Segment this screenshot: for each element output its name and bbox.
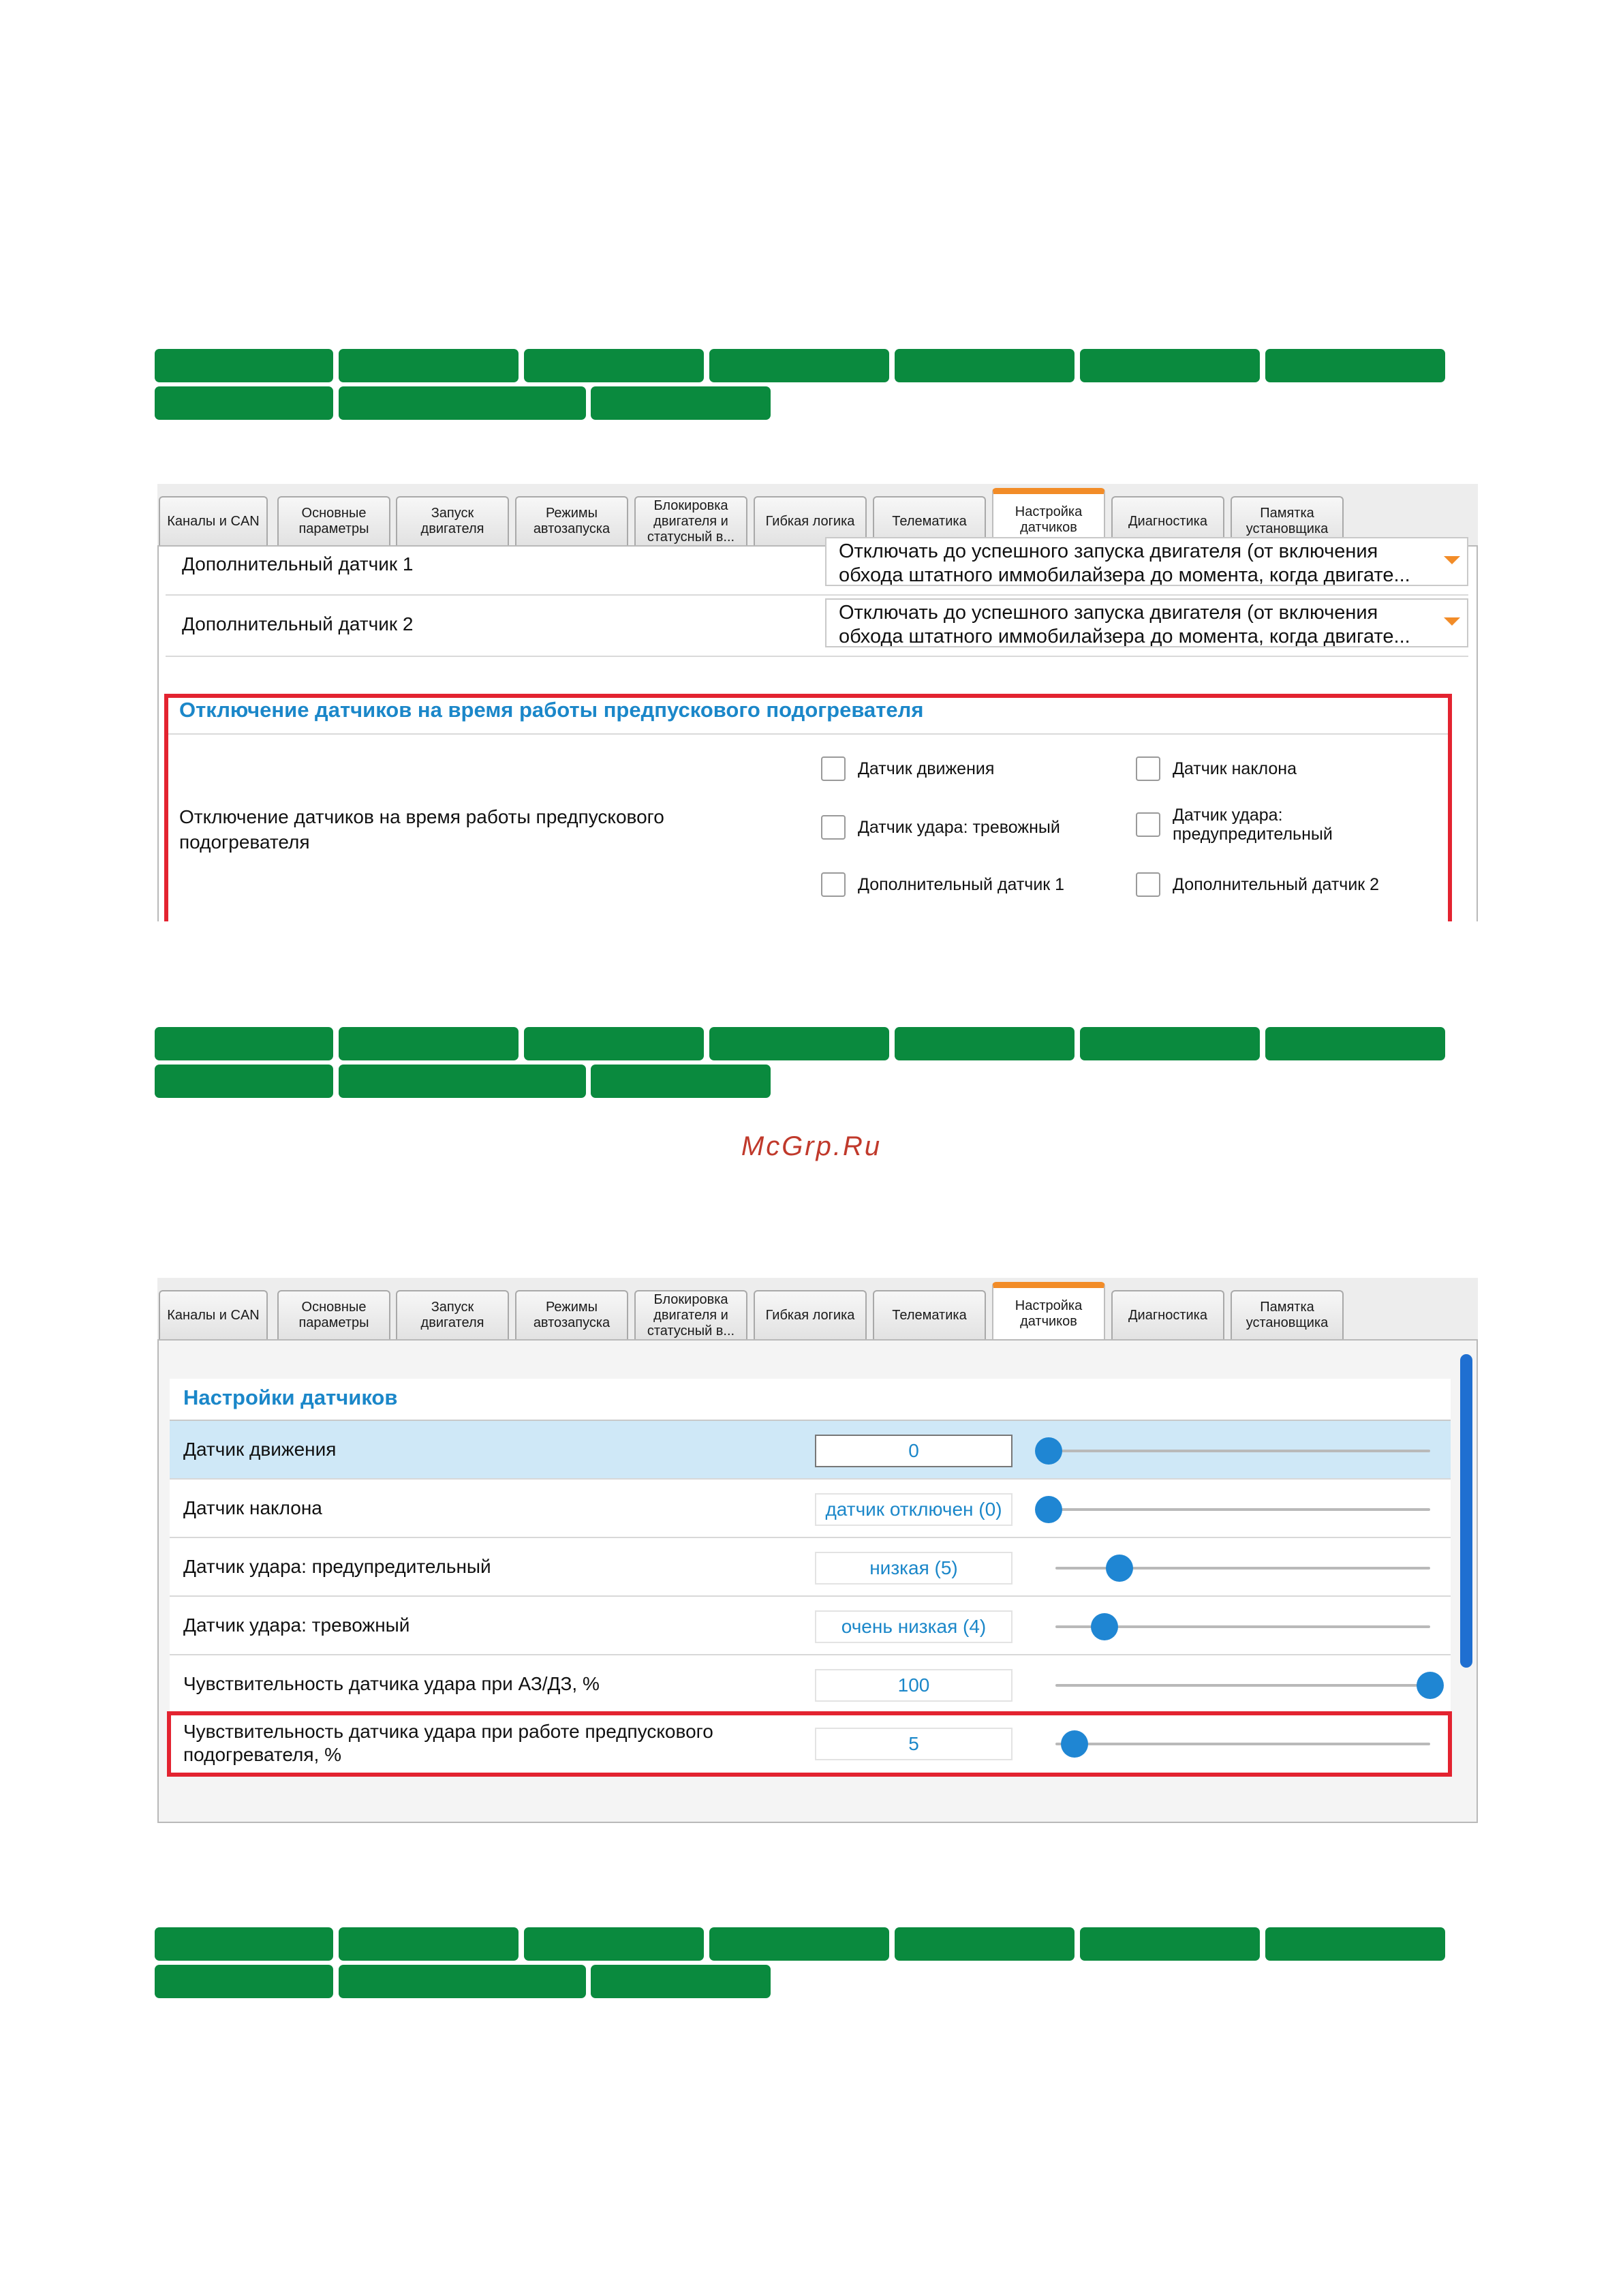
- checkbox-label: [1173, 806, 1333, 844]
- checkbox-extra-sensor-1[interactable]: [821, 872, 1064, 897]
- slider-handle[interactable]: [1106, 1555, 1133, 1582]
- section-label-line-2: подогревателя: [179, 831, 310, 853]
- row-label: Датчик движения: [183, 1439, 337, 1460]
- sensor-row-shock-warning[interactable]: [170, 1538, 1451, 1597]
- highlight-frame: [167, 1711, 1452, 1777]
- chevron-down-icon: [1444, 617, 1460, 626]
- tab-engine-start[interactable]: Запуск двигателя: [396, 496, 509, 545]
- green-bar: [339, 1965, 586, 1998]
- slider-handle[interactable]: [1035, 1437, 1062, 1465]
- row-label: Дополнительный датчик 1: [182, 553, 414, 575]
- checkbox-tilt-sensor[interactable]: [1136, 756, 1297, 781]
- checkbox[interactable]: [1136, 756, 1160, 781]
- green-bar: [1080, 1027, 1260, 1060]
- shock-sensitivity-az-value-field[interactable]: 100: [815, 1669, 1013, 1702]
- extra-sensor-1-dropdown[interactable]: [825, 537, 1468, 586]
- section-label-line-1: Отключение датчиков на время работы предпускового: [179, 806, 664, 827]
- green-bar: [591, 1965, 771, 1998]
- tab-flex-logic[interactable]: Гибкая логика: [754, 1290, 867, 1339]
- settings-panel: [157, 1339, 1478, 1823]
- tab-sensor-settings[interactable]: Настройка датчиков: [992, 488, 1105, 545]
- shock-warning-value-field[interactable]: низкая (5): [815, 1552, 1013, 1585]
- green-bar: [524, 1927, 704, 1961]
- tab-engine-lock[interactable]: Блокировка двигателя и статусный в...: [634, 1290, 747, 1339]
- tab-flex-logic[interactable]: Гибкая логика: [754, 496, 867, 545]
- dropdown-value-line-2: обхода штатного иммобилайзера до момента, когда двигате...: [839, 564, 1410, 586]
- green-bar: [339, 386, 586, 420]
- slider-handle[interactable]: [1091, 1613, 1118, 1640]
- settings-panel: [157, 540, 1478, 921]
- checkbox-label: Дополнительный датчик 1: [858, 875, 1065, 894]
- checkbox-motion-sensor[interactable]: [821, 756, 994, 781]
- tab-channels-can[interactable]: Каналы и CAN: [159, 496, 268, 545]
- green-bar: [339, 1027, 519, 1060]
- tab-autostart-modes[interactable]: Режимы автозапуска: [515, 496, 628, 545]
- dropdown-value-line-1: Отключать до успешного запуска двигателя (от включения: [839, 540, 1378, 562]
- row-label: Датчик наклона: [183, 1497, 322, 1518]
- section-header: [170, 1379, 1451, 1421]
- tab-bar: [157, 1278, 1478, 1339]
- row-label-line-1: Чувствительность датчика удара при работе предпускового: [183, 1721, 713, 1742]
- tab-autostart-modes[interactable]: Режимы автозапуска: [515, 1290, 628, 1339]
- shock-alarm-value-field[interactable]: очень низкая (4): [815, 1610, 1013, 1643]
- checkbox-label-line-2: предупредительный: [1173, 825, 1333, 844]
- green-bar: [155, 1027, 333, 1060]
- sensor-row-tilt[interactable]: [170, 1480, 1451, 1538]
- shock-alarm-slider[interactable]: [1055, 1625, 1430, 1628]
- watermark: McGrp.Ru: [741, 1131, 882, 1161]
- checkbox-label: Дополнительный датчик 2: [1173, 875, 1380, 894]
- green-bar: [1080, 1927, 1260, 1961]
- checkbox[interactable]: [1136, 812, 1160, 837]
- section-divider: [168, 733, 1448, 735]
- green-bar: [524, 1027, 704, 1060]
- row-label: Датчик удара: предупредительный: [183, 1556, 491, 1577]
- row-label: Дополнительный датчик 2: [182, 613, 414, 634]
- green-bar: [155, 386, 333, 420]
- tilt-sensor-slider[interactable]: [1049, 1508, 1430, 1511]
- section-title: Отключение датчиков на время работы предпускового подогревателя: [179, 698, 924, 722]
- row-label-line-2: подогревателя, %: [183, 1744, 342, 1765]
- tab-diagnostics[interactable]: Диагностика: [1111, 1290, 1224, 1339]
- setting-row-extra-sensor-1: [166, 540, 1468, 596]
- row-label: Чувствительность датчика удара при АЗ/ДЗ, %: [183, 1673, 600, 1694]
- green-bar: [591, 386, 771, 420]
- checkbox-extra-sensor-2[interactable]: [1136, 872, 1379, 897]
- motion-sensor-value-field[interactable]: 0: [815, 1435, 1013, 1467]
- checkbox-label: Датчик наклона: [1173, 759, 1297, 778]
- slider-handle[interactable]: [1417, 1672, 1444, 1699]
- tab-telematics[interactable]: Телематика: [873, 1290, 986, 1339]
- extra-sensor-2-dropdown[interactable]: [825, 598, 1468, 647]
- green-bar: [339, 1927, 519, 1961]
- tab-bar: [157, 484, 1478, 545]
- motion-sensor-slider[interactable]: [1049, 1450, 1430, 1452]
- tab-engine-lock[interactable]: Блокировка двигателя и статусный в...: [634, 496, 747, 545]
- green-bar: [1265, 1027, 1445, 1060]
- green-bar: [591, 1065, 771, 1098]
- highlight-frame: [164, 694, 1452, 921]
- checkbox-label-line-1: Датчик удара:: [1173, 806, 1283, 825]
- tab-telematics[interactable]: Телематика: [873, 496, 986, 545]
- tab-installer-notes[interactable]: Памятка установщика: [1231, 496, 1344, 545]
- checkbox[interactable]: [821, 872, 846, 897]
- section-label: [179, 804, 664, 855]
- green-bar: [709, 1927, 889, 1961]
- green-bar: [155, 1065, 333, 1098]
- sensor-settings-window-1: [157, 484, 1478, 921]
- tab-installer-notes[interactable]: Памятка установщика: [1231, 1290, 1344, 1339]
- row-label: Датчик удара: тревожный: [183, 1614, 410, 1636]
- tab-basic-params[interactable]: Основные параметры: [277, 1290, 390, 1339]
- dropdown-value-line-1: Отключать до успешного запуска двигателя (от включения: [839, 602, 1378, 624]
- shock-sensitivity-heater-value-field[interactable]: 5: [815, 1728, 1013, 1760]
- green-bar: [895, 349, 1075, 382]
- checkbox-shock-warning[interactable]: [1136, 806, 1333, 844]
- tilt-sensor-value-field[interactable]: датчик отключен (0): [815, 1493, 1013, 1526]
- checkbox-shock-alarm[interactable]: [821, 815, 1060, 840]
- green-bar: [895, 1027, 1075, 1060]
- green-bar: [339, 1065, 586, 1098]
- green-bar: [155, 1965, 333, 1998]
- green-bar: [1080, 349, 1260, 382]
- sensor-row-shock-sensitivity-az[interactable]: [170, 1655, 1451, 1714]
- sensor-row-shock-alarm[interactable]: [170, 1597, 1451, 1655]
- shock-sensitivity-az-slider[interactable]: [1055, 1684, 1430, 1687]
- tab-sensor-settings[interactable]: Настройка датчиков: [992, 1282, 1105, 1339]
- green-bar: [709, 1027, 889, 1060]
- setting-row-extra-sensor-2: [166, 596, 1468, 657]
- tab-basic-params[interactable]: Основные параметры: [277, 496, 390, 545]
- green-bar: [895, 1927, 1075, 1961]
- slider-handle[interactable]: [1035, 1496, 1062, 1523]
- tab-channels-can[interactable]: Каналы и CAN: [159, 1290, 268, 1339]
- scrollbar[interactable]: [1460, 1354, 1472, 1668]
- green-bar: [1265, 1927, 1445, 1961]
- checkbox[interactable]: [821, 756, 846, 781]
- green-bar: [524, 349, 704, 382]
- checkbox-label: Датчик удара: тревожный: [858, 818, 1060, 837]
- tab-diagnostics[interactable]: Диагностика: [1111, 496, 1224, 545]
- dropdown-value-line-2: обхода штатного иммобилайзера до момента, когда двигате...: [839, 626, 1410, 647]
- shock-warning-slider[interactable]: [1055, 1567, 1430, 1570]
- section-title: Настройки датчиков: [183, 1386, 398, 1409]
- sensor-row-motion[interactable]: [170, 1421, 1451, 1480]
- green-bar: [155, 1927, 333, 1961]
- chevron-down-icon: [1444, 556, 1460, 564]
- checkbox[interactable]: [821, 815, 846, 840]
- green-bar: [1265, 349, 1445, 382]
- green-bar: [709, 349, 889, 382]
- checkbox[interactable]: [1136, 872, 1160, 897]
- checkbox-label: Датчик движения: [858, 759, 995, 778]
- green-bar: [155, 349, 333, 382]
- tab-engine-start[interactable]: Запуск двигателя: [396, 1290, 509, 1339]
- sensor-settings-window-2: [157, 1278, 1478, 1823]
- green-bar: [339, 349, 519, 382]
